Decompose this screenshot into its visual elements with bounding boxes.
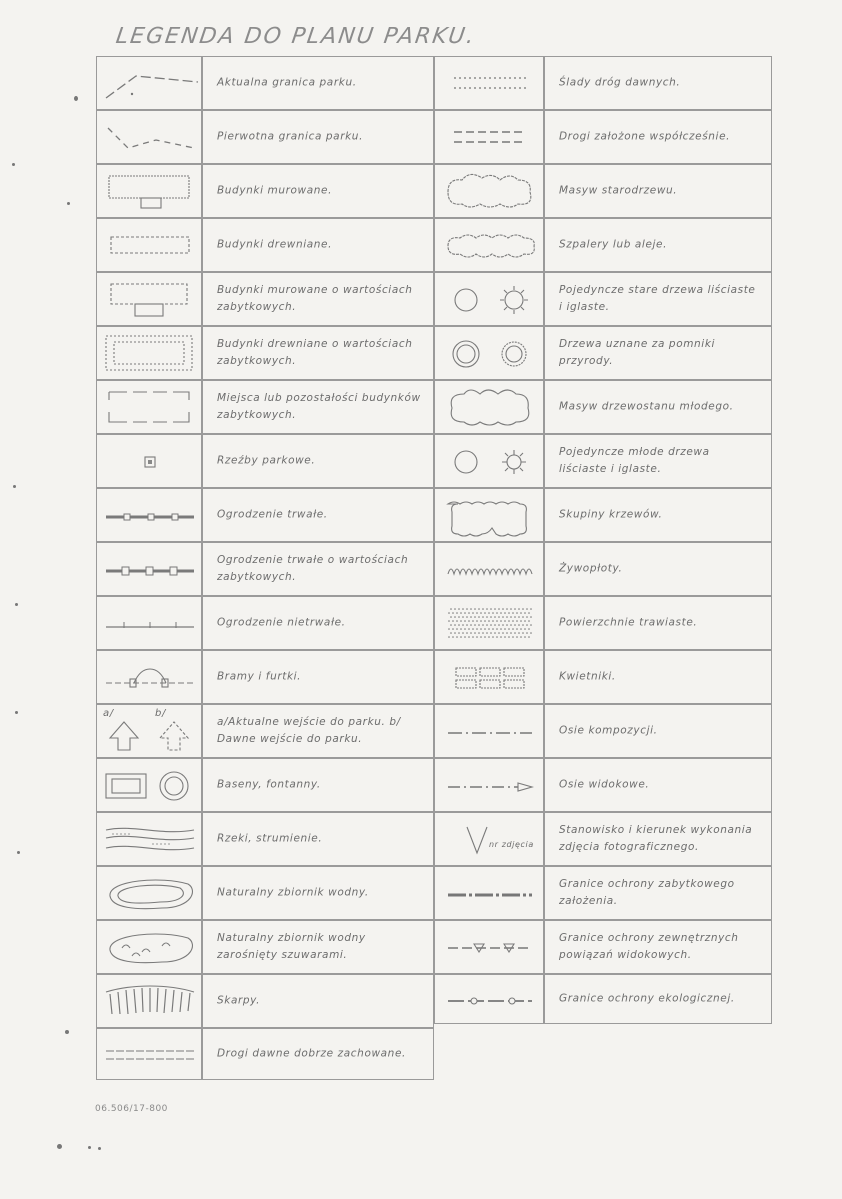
legend-label: Pojedyncze młode drzewa liściaste i iglaste. bbox=[559, 446, 710, 475]
legend-label: Masyw drzewostanu młodego. bbox=[559, 400, 734, 413]
legend-label: Naturalny zbiornik wodny zarośnięty szuwarami. bbox=[217, 932, 366, 961]
description-cell bbox=[202, 1028, 434, 1080]
symbol-cell bbox=[96, 326, 202, 380]
speck bbox=[67, 202, 70, 205]
speck bbox=[17, 851, 20, 854]
grass-area-icon bbox=[445, 605, 535, 647]
description-cell bbox=[544, 326, 772, 380]
legend-label: Naturalny zbiornik wodny. bbox=[217, 886, 369, 899]
symbol-cell bbox=[434, 812, 544, 866]
description-cell bbox=[544, 542, 772, 596]
current-park-boundary-icon bbox=[102, 64, 198, 108]
description-cell bbox=[202, 596, 434, 650]
symbol-cell bbox=[96, 272, 202, 326]
legend-label: a/Aktualne wejście do parku. b/ Dawne wejście do parku. bbox=[217, 716, 401, 745]
speck bbox=[15, 603, 18, 606]
composition-axis-icon bbox=[444, 725, 536, 744]
description-cell bbox=[544, 218, 772, 272]
legend-label: Ogrodzenie trwałe. bbox=[217, 508, 328, 521]
historic-wooden-building-icon bbox=[104, 334, 196, 378]
symbol-cell bbox=[434, 218, 544, 272]
legend-label: Osie widokowe. bbox=[559, 778, 650, 791]
symbol-cell bbox=[96, 650, 202, 704]
legend-label: Granice ochrony zabytkowego założenia. bbox=[559, 878, 735, 907]
legend-label: Budynki murowane o wartościach zabytkowych. bbox=[217, 284, 413, 313]
legend-label: Szpalery lub aleje. bbox=[559, 238, 668, 251]
speck bbox=[74, 96, 78, 101]
young-tree-mass-icon bbox=[442, 386, 538, 434]
heritage-protection-boundary-icon bbox=[444, 887, 536, 906]
entrance-arrows-icon bbox=[102, 712, 198, 756]
view-axis-icon bbox=[444, 779, 536, 798]
description-cell bbox=[544, 758, 772, 812]
symbol-cell bbox=[434, 704, 544, 758]
symbol-cell bbox=[434, 380, 544, 434]
speck bbox=[15, 711, 18, 714]
speck bbox=[65, 1030, 69, 1034]
description-cell bbox=[544, 812, 772, 866]
legend-label: Stanowisko i kierunek wykonania zdjęcia fotograficznego. bbox=[559, 824, 753, 853]
description-cell bbox=[544, 866, 772, 920]
slope-icon bbox=[102, 982, 198, 1026]
symbol-cell bbox=[434, 164, 544, 218]
original-park-boundary-icon bbox=[102, 118, 198, 162]
symbol-cell bbox=[96, 920, 202, 974]
symbol-cell bbox=[96, 596, 202, 650]
legend-label: Pojedyncze stare drzewa liściaste i iglaste. bbox=[559, 284, 756, 313]
legend-label: Skarpy. bbox=[217, 994, 261, 1007]
ecological-protection-boundary-icon bbox=[444, 993, 536, 1012]
legend-label: Osie kompozycji. bbox=[559, 724, 658, 737]
symbol-cell bbox=[434, 434, 544, 488]
symbol-cell bbox=[434, 758, 544, 812]
legend-label: Rzeki, strumienie. bbox=[217, 832, 323, 845]
symbol-cell bbox=[96, 704, 202, 758]
view-protection-boundary-icon bbox=[444, 940, 536, 960]
symbol-cell bbox=[96, 56, 202, 110]
legend-label: Ogrodzenie trwałe o wartościach zabytkowych. bbox=[217, 554, 409, 583]
hedge-icon bbox=[444, 560, 536, 584]
sculpture-icon bbox=[142, 454, 158, 474]
legend-label: Miejsca lub pozostałości budynków zabytkowych. bbox=[217, 392, 421, 421]
natural-pond-icon bbox=[102, 874, 198, 918]
legend-label: Kwietniki. bbox=[559, 670, 616, 683]
legend-label: Drogi założone współcześnie. bbox=[559, 130, 731, 143]
description-cell bbox=[544, 596, 772, 650]
preserved-old-road-icon bbox=[102, 1043, 198, 1071]
description-cell bbox=[202, 434, 434, 488]
legend-label: Ogrodzenie nietrwałe. bbox=[217, 616, 346, 629]
description-cell bbox=[202, 974, 434, 1028]
symbol-cell bbox=[434, 920, 544, 974]
entrance-former-mark: b/ bbox=[155, 708, 166, 719]
description-cell bbox=[202, 758, 434, 812]
symbol-cell bbox=[434, 488, 544, 542]
description-cell bbox=[202, 866, 434, 920]
temporary-fence-icon bbox=[104, 617, 196, 636]
description-cell bbox=[544, 56, 772, 110]
overgrown-pond-icon bbox=[102, 928, 198, 972]
symbol-cell bbox=[96, 542, 202, 596]
historic-permanent-fence-icon bbox=[104, 563, 196, 582]
description-cell bbox=[544, 272, 772, 326]
description-cell bbox=[202, 650, 434, 704]
description-cell bbox=[202, 920, 434, 974]
form-number: 06.506/17-800 bbox=[95, 1104, 168, 1114]
description-cell bbox=[202, 218, 434, 272]
legend-label: Budynki drewniane. bbox=[217, 238, 333, 251]
symbol-cell bbox=[96, 434, 202, 488]
description-cell bbox=[544, 704, 772, 758]
shrub-group-icon bbox=[442, 496, 538, 540]
description-cell bbox=[544, 380, 772, 434]
legend-label: Masyw starodrzewu. bbox=[559, 184, 678, 197]
flower-bed-icon bbox=[450, 662, 530, 698]
single-old-trees-icon bbox=[442, 280, 538, 324]
symbol-cell bbox=[96, 164, 202, 218]
description-cell bbox=[544, 920, 772, 974]
legend-label: Skupiny krzewów. bbox=[559, 508, 663, 521]
legend-label: Drzewa uznane za pomniki przyrody. bbox=[559, 338, 716, 367]
symbol-cell bbox=[96, 812, 202, 866]
speck bbox=[98, 1147, 101, 1150]
legend-label: Ślady dróg dawnych. bbox=[559, 76, 681, 89]
symbol-cell bbox=[96, 974, 202, 1028]
brick-building-icon bbox=[105, 172, 195, 216]
description-cell bbox=[202, 542, 434, 596]
symbol-cell bbox=[96, 110, 202, 164]
speck bbox=[13, 485, 16, 488]
pool-fountain-icon bbox=[102, 768, 198, 808]
symbol-cell bbox=[96, 380, 202, 434]
entrance-current-mark: a/ bbox=[103, 708, 114, 719]
symbol-cell bbox=[434, 326, 544, 380]
legend-label: Baseny, fontanny. bbox=[217, 778, 321, 791]
legend-label: Drogi dawne dobrze zachowane. bbox=[217, 1047, 406, 1060]
description-cell bbox=[202, 812, 434, 866]
legend-label: Aktualna granica parku. bbox=[217, 76, 357, 89]
symbol-cell bbox=[434, 974, 544, 1024]
legend-label: Budynki murowane. bbox=[217, 184, 333, 197]
alley-icon bbox=[442, 233, 538, 263]
symbol-cell bbox=[434, 56, 544, 110]
modern-road-icon bbox=[450, 126, 530, 154]
description-cell bbox=[544, 164, 772, 218]
legend-label: Rzeźby parkowe. bbox=[217, 454, 316, 467]
gate-icon bbox=[104, 663, 196, 697]
monument-tree-icon bbox=[442, 334, 538, 378]
speck bbox=[57, 1144, 62, 1149]
permanent-fence-icon bbox=[104, 509, 196, 528]
symbol-cell bbox=[434, 650, 544, 704]
symbol-cell bbox=[96, 218, 202, 272]
description-cell bbox=[544, 650, 772, 704]
legend-table bbox=[96, 56, 772, 1080]
symbol-cell bbox=[434, 542, 544, 596]
description-cell bbox=[202, 326, 434, 380]
description-cell bbox=[202, 704, 434, 758]
historic-brick-building-icon bbox=[105, 280, 195, 324]
description-cell bbox=[544, 974, 772, 1024]
description-cell bbox=[202, 164, 434, 218]
speck bbox=[88, 1146, 91, 1149]
legend-label: Granice ochrony ekologicznej. bbox=[559, 992, 735, 1005]
symbol-cell bbox=[96, 866, 202, 920]
symbol-cell bbox=[434, 272, 544, 326]
description-cell bbox=[202, 110, 434, 164]
symbol-cell bbox=[434, 110, 544, 164]
photo-number-label: nr zdjęcia bbox=[489, 840, 534, 849]
description-cell bbox=[544, 434, 772, 488]
historic-building-remains-icon bbox=[105, 388, 195, 432]
old-tree-mass-icon bbox=[442, 172, 538, 216]
legend-label: Żywopłoty. bbox=[559, 562, 623, 575]
single-young-trees-icon bbox=[442, 442, 538, 486]
legend-label: Pierwotna granica parku. bbox=[217, 130, 364, 143]
symbol-cell bbox=[96, 758, 202, 812]
page-title: LEGENDA DO PLANU PARKU. bbox=[114, 24, 478, 49]
description-cell bbox=[202, 488, 434, 542]
symbol-cell bbox=[434, 596, 544, 650]
legend-label: Bramy i furtki. bbox=[217, 670, 302, 683]
river-icon bbox=[102, 820, 198, 864]
description-cell bbox=[544, 488, 772, 542]
symbol-cell bbox=[96, 1028, 202, 1080]
description-cell bbox=[202, 272, 434, 326]
legend-label: Granice ochrony zewnętrznych powiązań widokowych. bbox=[559, 932, 739, 961]
wooden-building-icon bbox=[105, 231, 195, 265]
legend-label: Budynki drewniane o wartościach zabytkowych. bbox=[217, 338, 413, 367]
description-cell bbox=[202, 380, 434, 434]
legend-label: Powierzchnie trawiaste. bbox=[559, 616, 698, 629]
speck bbox=[12, 163, 15, 166]
description-cell bbox=[544, 110, 772, 164]
symbol-cell bbox=[96, 488, 202, 542]
symbol-cell bbox=[434, 866, 544, 920]
old-road-traces-icon bbox=[450, 72, 530, 100]
description-cell bbox=[202, 56, 434, 110]
